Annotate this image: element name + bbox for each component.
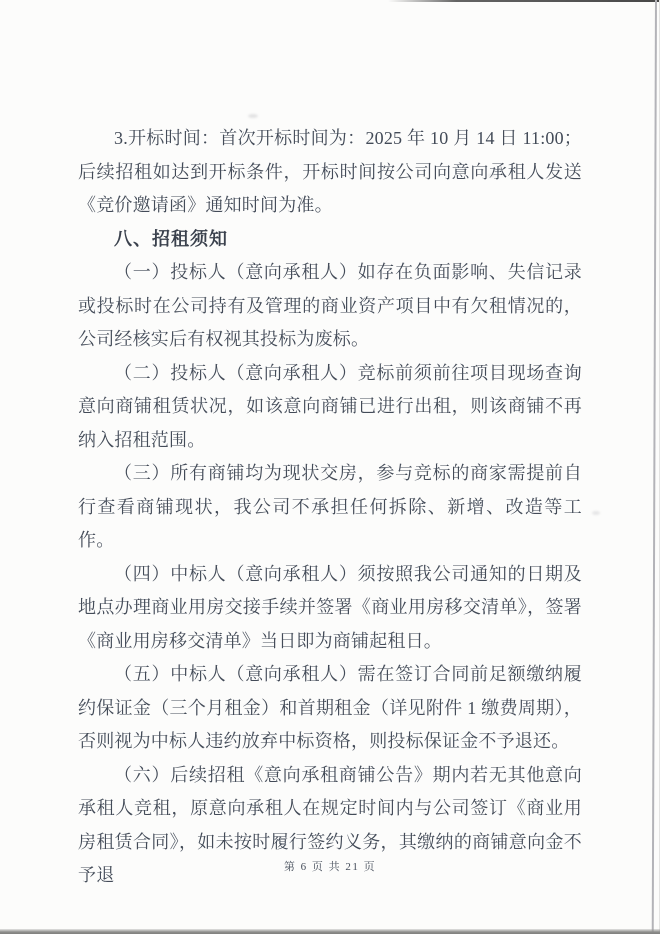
section-heading-leasing-notes: 八、招租须知 (114, 228, 228, 249)
scan-edge-top (388, 0, 660, 2)
paragraph-bid-opening-time: 3.开标时间：首次开标时间为：2025 年 10 月 14 日 11:00；后续招租如达到开标条件，开标时间按公司向意向承租人发送《竞价邀请函》通知时间为准。 (78, 128, 582, 215)
scan-smudge (248, 114, 258, 118)
clause-3: （三）所有商铺均为现状交房，参与竞标的商家需提前自行查看商铺现状，我公司不承担任何拆除、新增、改造等工作。 (78, 463, 582, 550)
scan-smudge (592, 511, 600, 515)
clause-4: （四）中标人（意向承租人）须按照我公司通知的日期及地点办理商业用房交接手续并签署《商业用房移交清单》，签署《商业用房移交清单》当日即为商铺起租日。 (78, 563, 582, 651)
page-number-footer: 第 6 页 共 21 页 (283, 861, 377, 873)
scan-edge-bottom (0, 929, 660, 934)
clause-5: （五）中标人（意向承租人）需在签订合同前足额缴纳履约保证金（三个月租金）和首期租金（详见附件 1 缴费周期），否则视为中标人违约放弃中标资格，则投标保证金不予退还。 (78, 664, 582, 751)
clause-1: （一）投标人（意向承租人）如存在负面影响、失信记录或投标时在公司持有及管理的商业资产项目中有欠租情况的，公司经核实后有权视其投标为废标。 (78, 262, 582, 349)
document-body (78, 122, 582, 893)
clause-6: （六）后续招租《意向承租商铺公告》期内若无其他意向承租人竞租，原意向承租人在规定时间内与公司签订《商业用房租赁合同》，如未按时履行签约义务，其缴纳的商铺意向金不予退 (78, 764, 582, 885)
scan-page-edge-line (652, 0, 657, 934)
clause-2: （二）投标人（意向承租人）竞标前须前往项目现场查询意向商铺租赁状况，如该意向商铺已进行出租，则该商铺不再纳入招租范围。 (78, 362, 582, 450)
